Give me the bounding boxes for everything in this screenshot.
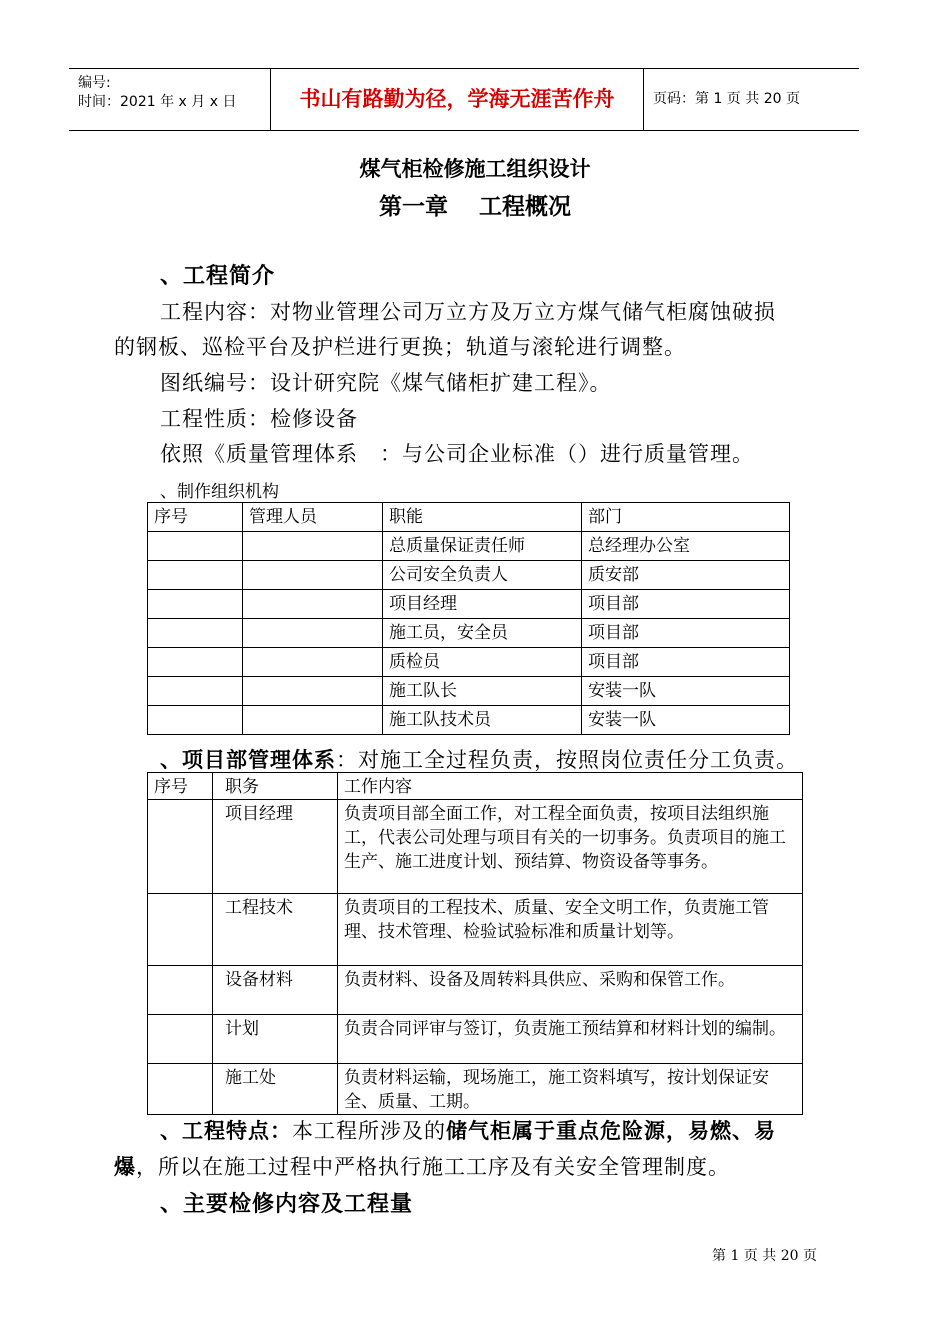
dept-cell: 项目部 <box>582 648 790 677</box>
section4-line1 <box>160 1115 776 1145</box>
duty-content-cell: 负责材料、设备及周转料具供应、采购和保管工作。 <box>338 966 803 1015</box>
table-row <box>148 532 790 561</box>
role-cell: 质检员 <box>383 648 582 677</box>
dept-cell: 总经理办公室 <box>582 532 790 561</box>
section4-heading: 、工程特点： <box>160 1119 292 1143</box>
dept-cell: 质安部 <box>582 561 790 590</box>
dept-cell: 项目部 <box>582 590 790 619</box>
code-label: 编号: <box>78 75 111 91</box>
org-table <box>147 502 790 735</box>
dept-cell: 安装一队 <box>582 706 790 735</box>
role-cell: 公司安全负责人 <box>383 561 582 590</box>
duty-content-cell: 负责项目部全面工作，对工程全面负责，按项目法组织施工，代表公司处理与项目有关的一切事务。负责项目的施工生产、施工进度计划、预结算、物资设备等事务。 <box>338 800 803 894</box>
section3-heading: 、项目部管理体系 <box>160 748 336 772</box>
table-row <box>148 561 790 590</box>
chapter-title: 第一章 工程概况 <box>378 194 571 220</box>
section1-line3: 图纸编号：设计研究院《煤气储柜扩建工程》。 <box>160 371 612 395</box>
table-row <box>148 1015 803 1064</box>
section4-text-b: ，所以在施工过程中严格执行施工工序及有关安全管理制度。 <box>136 1155 730 1179</box>
page-footer: 第 1 页 共 20 页 <box>712 1248 817 1264</box>
table-row <box>148 800 803 894</box>
table-row <box>148 590 790 619</box>
table-header-cell: 职务 <box>213 773 338 800</box>
role-cell: 施工队长 <box>383 677 582 706</box>
section1-line2: 的钢板、巡检平台及护栏进行更换；轨道与滚轮进行调整。 <box>114 335 686 359</box>
duty-title-cell: 设备材料 <box>213 966 338 1015</box>
duty-title-cell: 项目经理 <box>213 800 338 894</box>
table-header-row <box>148 503 790 532</box>
section4-text-bold: 储气柜属于重点危险源，易燃、易 <box>446 1119 776 1143</box>
section4-text-a: 本工程所涉及的 <box>292 1119 446 1143</box>
table-header-cell: 工作内容 <box>338 773 803 800</box>
role-cell: 施工员，安全员 <box>383 619 582 648</box>
document-title: 煤气柜检修施工组织设计 <box>359 157 591 181</box>
table-row <box>148 1064 803 1115</box>
duty-content-cell: 负责材料运输，现场施工，施工资料填写，按计划保证安全、质量、工期。 <box>338 1064 803 1115</box>
section1-line5: 依照《质量管理体系 ：与公司企业标准（）进行质量管理。 <box>160 442 754 466</box>
duty-title-cell: 施工处 <box>213 1064 338 1115</box>
table-row <box>148 648 790 677</box>
section4-text-bold2: 爆 <box>114 1155 136 1179</box>
section1-line4: 工程性质：检修设备 <box>160 407 358 431</box>
duty-title-cell: 计划 <box>213 1015 338 1064</box>
table-row <box>148 619 790 648</box>
table-header-cell: 序号 <box>148 773 213 800</box>
header-meta-cell <box>69 69 271 130</box>
section4-line2 <box>114 1151 730 1181</box>
role-cell: 项目经理 <box>383 590 582 619</box>
table-header-cell: 管理人员 <box>243 503 383 532</box>
table-header-row <box>148 773 803 800</box>
duty-title-cell: 工程技术 <box>213 894 338 966</box>
time-label: 时间：2021 年 x 月 x 日 <box>78 94 237 110</box>
table-row <box>148 894 803 966</box>
section1-line1: 工程内容：对物业管理公司万立方及万立方煤气储气柜腐蚀破损 <box>160 300 776 324</box>
duty-content-cell: 负责合同评审与签订，负责施工预结算和材料计划的编制。 <box>338 1015 803 1064</box>
page-header <box>69 68 859 131</box>
section1-heading: 、工程简介 <box>160 264 276 289</box>
section5-heading: 、主要检修内容及工程量 <box>160 1192 414 1217</box>
section3-text: ：对施工全过程负责，按照岗位责任分工负责。 <box>336 748 798 772</box>
table-row <box>148 677 790 706</box>
header-page-info: 页码：第 1 页 共 20 页 <box>653 91 800 107</box>
role-cell: 总质量保证责任师 <box>383 532 582 561</box>
table-header-cell: 部门 <box>582 503 790 532</box>
role-cell: 施工队技术员 <box>383 706 582 735</box>
table-header-cell: 职能 <box>383 503 582 532</box>
dept-cell: 项目部 <box>582 619 790 648</box>
table-row <box>148 966 803 1015</box>
section2-heading: 、制作组织机构 <box>160 482 279 502</box>
header-motto: 书山有路勤为径，学海无涯苦作舟 <box>271 69 644 130</box>
duty-table <box>147 772 803 1115</box>
dept-cell: 安装一队 <box>582 677 790 706</box>
table-header-cell: 序号 <box>148 503 243 532</box>
duty-content-cell: 负责项目的工程技术、质量、安全文明工作，负责施工管理、技术管理、检验试验标准和质量计划等。 <box>338 894 803 966</box>
table-row <box>148 706 790 735</box>
section3-line <box>160 744 798 774</box>
